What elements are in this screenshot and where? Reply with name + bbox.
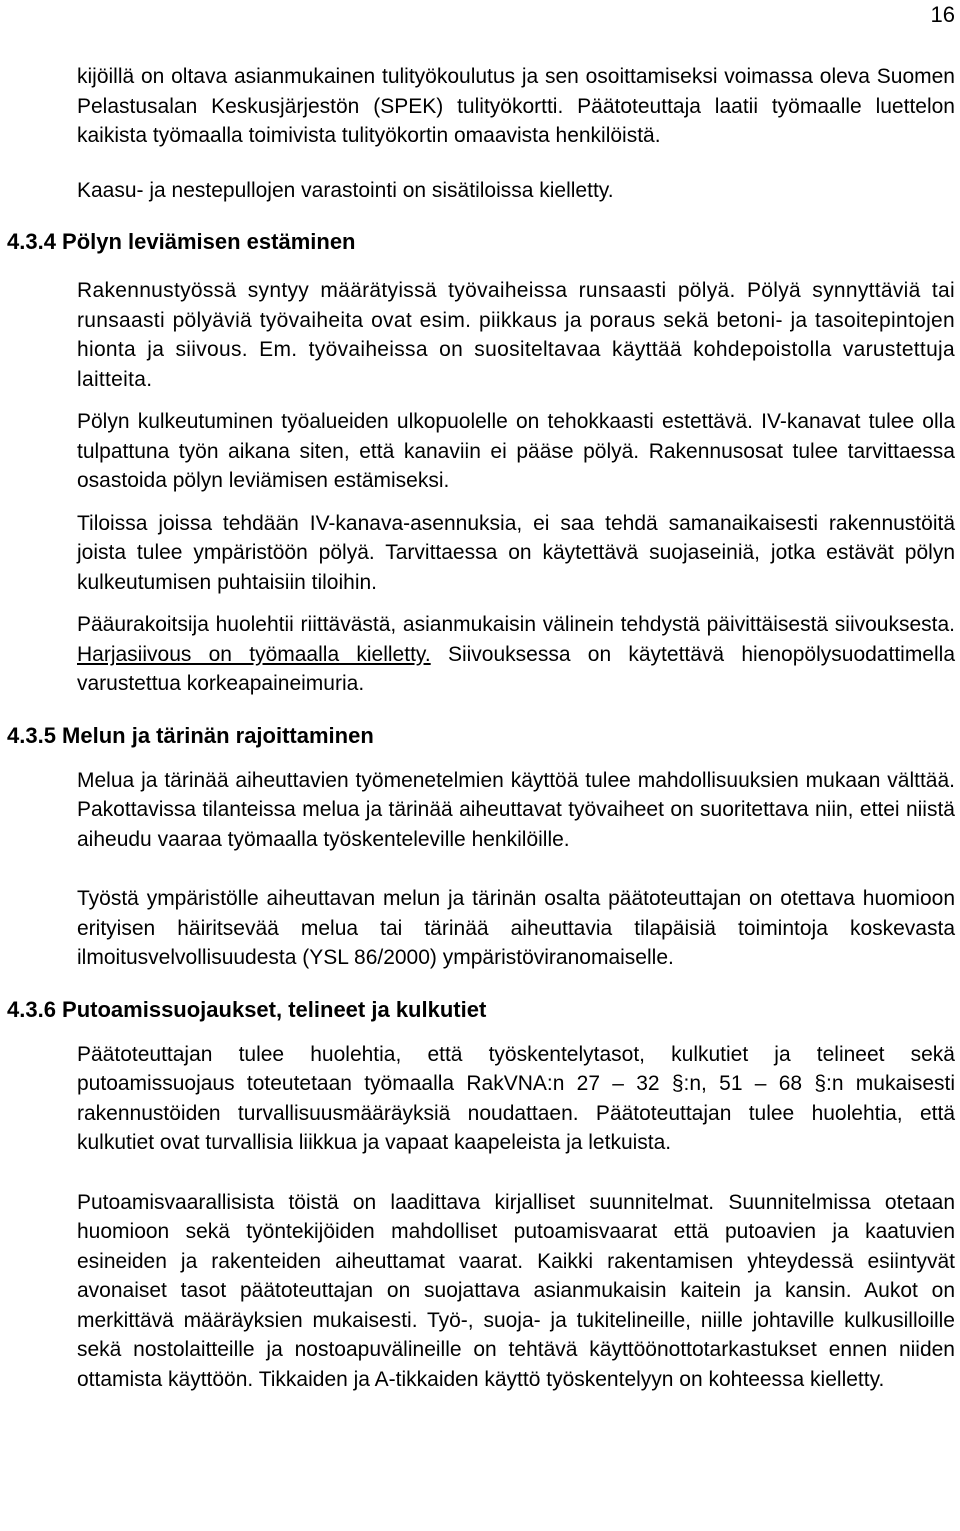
section-434-paragraph-1: Rakennustyössä syntyy määrätyissä työvaiheissa runsaasti pölyä. Pölyä synnyttäviä tai runsaasti pölyäviä työvaiheita ovat esim. piikkaus ja poraus sekä betoni- ja tasoitepintojen hionta ja siivous. Em. työvaiheissa on suositeltavaa käyttää kohdepoistolla varustettuja laitteita. <box>77 279 955 391</box>
section-435-paragraph-2: Työstä ympäristölle aiheuttavan melun ja tärinän osalta päätoteuttajan on otettava huomioon erityisen häiritsevää melua tai tärinää aiheuttavia tilapäisiä toimintoja koskevasta ilmoitusvelvollisuudesta (YSL 86/2000) ympäristöviranomaiselle. <box>77 887 955 969</box>
intro-paragraph-2: Kaasu- ja nestepullojen varastointi on sisätiloissa kielletty. <box>77 178 614 202</box>
section-435-paragraph-1: Melua ja tärinää aiheuttavien työmenetelmien käyttöä tulee mahdollisuuksien mukaan välttää. Pakottavissa tilanteissa melua ja tärinää aiheuttavat työvaiheet on suoritettava niin, ettei niistä aiheudu vaaraa työmaalla työskenteleville henkilöille. <box>77 768 955 851</box>
section-434-paragraph-4-end: Siivouksessa on käytettävä hienopölysuodattimella varustettua korkeapaineimuria. <box>77 642 955 695</box>
section-436-paragraph-1: Päätoteuttajan tulee huolehtia, että työskentelytasot, kulkutiet ja telineet sekä putoamissuojaus toteutetaan työmaalla RakVNA:n 27 – 32 §:n, 51 – 68 §:n mukaisesti rakennustöiden turvallisuusmääräyksiä noudattaen. Päätoteuttajan tulee huolehtia, että kulkutiet ovat turvallisia liikkua ja vapaat kaapeleista ja letkuista. <box>77 1042 955 1154</box>
intro-paragraph-1: kijöillä on oltava asianmukainen tulityökoulutus ja sen osoittamiseksi voimassa oleva Suomen Pelastusalan Keskusjärjestön (SPEK) tulityökortti. Päätoteuttaja laatii työmaalle luettelon kaikista työmaalla toimivista tulityökortin omaavista henkilöistä. <box>77 65 955 147</box>
document-body <box>7 62 955 1394</box>
section-435-heading: 4.3.5 Melun ja tärinän rajoittaminen <box>7 722 374 748</box>
section-434-underlined-rule: Harjasiivous on työmaalla kielletty. <box>77 642 431 666</box>
section-436-heading: 4.3.6 Putoamissuojaukset, telineet ja kulkutiet <box>7 996 487 1022</box>
section-434-heading: 4.3.4 Pölyn leviämisen estäminen <box>7 229 356 254</box>
section-434-paragraph-3: Tiloissa joissa tehdään IV-kanava-asennuksia, ei saa tehdä samanaikaisesti rakennustöitä joista tulee ympäristöön pölyä. Tarvittaessa on käytettävä suojaseiniä, jotka estävät pölyn kulkeutumisen puhtaisiin tiloihin. <box>77 511 955 594</box>
section-434-paragraph-4 <box>77 610 955 699</box>
page-number: 16 <box>930 2 955 27</box>
section-434-paragraph-2: Pölyn kulkeutuminen työalueiden ulkopuolelle on tehokkaasti estettävä. IV-kanavat tulee olla tulpattuna työn aikana siten, että kanaviin ei pääse pölyä. Rakennusosat tulee tarvittaessa osastoida pölyn leviämisen estämiseksi. <box>77 410 955 492</box>
section-434-paragraph-4-start: Pääurakoitsija huolehtii riittävästä, asianmukaisin välinein tehdystä päivittäisestä siivouksesta. <box>77 613 955 636</box>
section-436-paragraph-2: Putoamisvaarallisista töistä on laadittava kirjalliset suunnitelmat. Suunnitelmissa otetaan huomioon sekä työntekijöiden mahdolliset putoamisvaarat että putoavien ja kaatuvien esineiden ja rakenteiden aiheuttamat vaarat. Kaikki rakentamisen yhteydessä esiintyvät avonaiset tasot päätoteuttajan on suojattava asianmukaisin kaitein ja kansin. Aukot on merkittävä määräyksien mukaisesti. Työ-, suoja- ja tukitelineille, niille johtaville kulkusilloille sekä nostolaitteille ja nostoapuvälineille on tehtävä käyttöönottotarkastukset ennen niiden ottamista käyttöön. Tikkaiden ja A-tikkaiden käyttö työskentelyyn on kohteessa kielletty. <box>77 1190 955 1391</box>
